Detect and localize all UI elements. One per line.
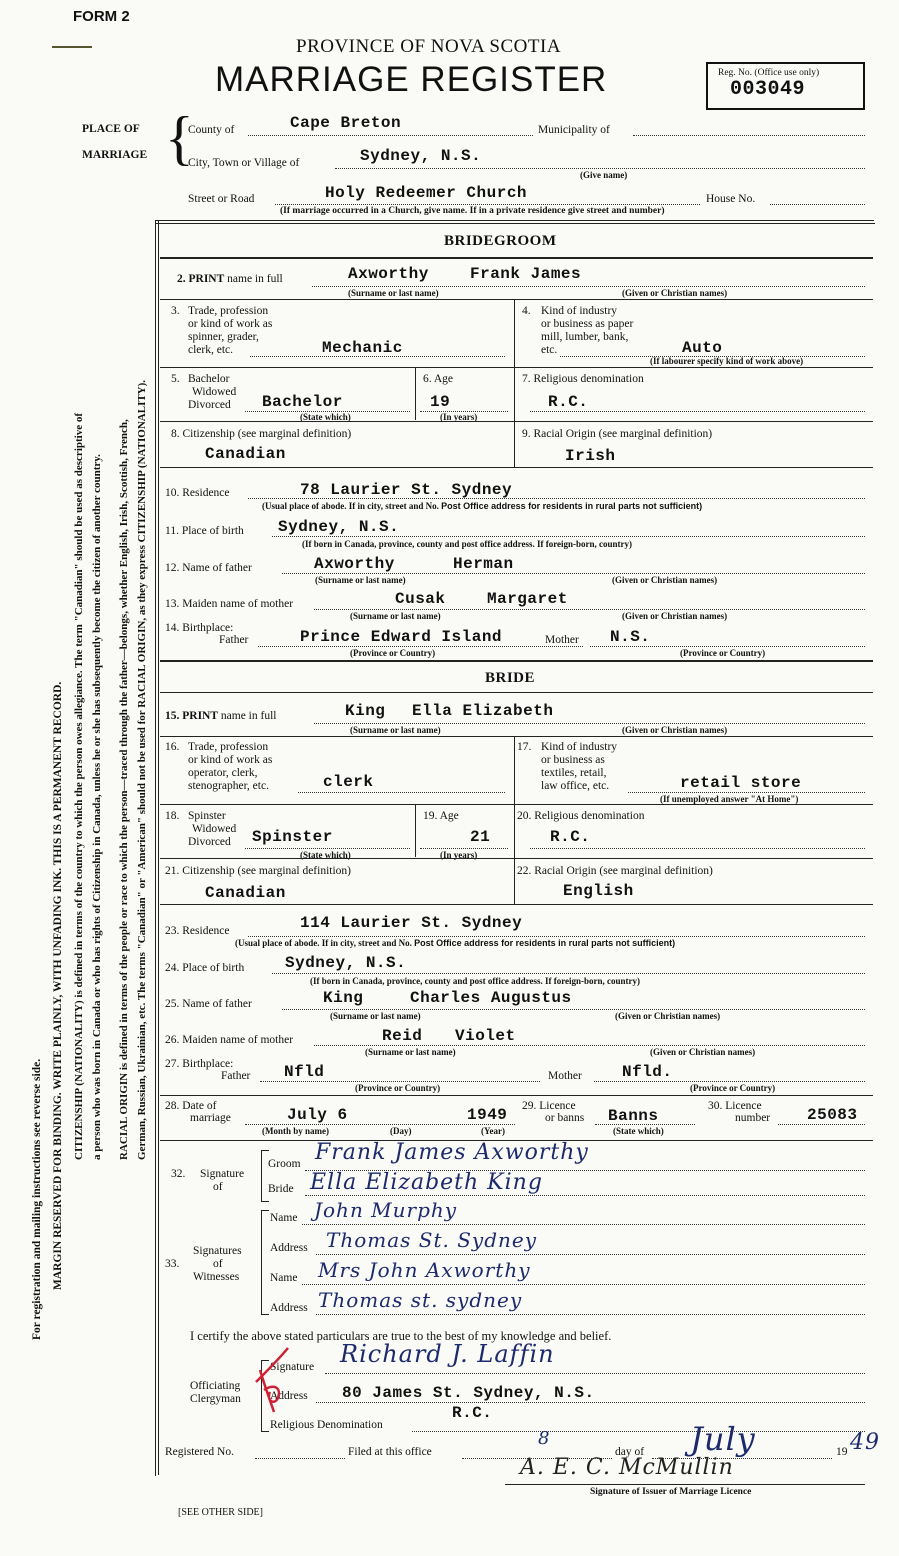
groom-father-given: Herman <box>453 555 514 573</box>
issuer-signature: A. E. C. McMullin <box>520 1455 734 1480</box>
bride-racial-value: English <box>563 882 634 900</box>
marriage-date-label-2: marriage <box>190 1112 231 1124</box>
marriage-date-label-1: 28. Date of <box>165 1100 217 1112</box>
groom-age-value: 19 <box>430 393 451 411</box>
groom-religion-label: 7. Religious denomination <box>522 373 644 385</box>
groom-status-value: Bachelor <box>262 393 343 411</box>
groom-residence-value: 78 Laurier St. Sydney <box>300 481 513 499</box>
give-name-hint: (Give name) <box>580 170 628 180</box>
bride-mother-given-hint: (Given or Christian names) <box>650 1047 756 1057</box>
groom-kind-label-1: Kind of industry <box>541 305 618 317</box>
margin-note-3: CITIZENSHIP (NATIONALITY) is defined in terms of the country to which the person owes allegiance. The term "Canadian" should be used as descriptive of <box>73 412 85 1160</box>
groom-status-hint: (State which) <box>300 412 351 422</box>
marriage-month-hint: (Month by name) <box>262 1126 329 1136</box>
groom-bp-mother-label: Mother <box>545 634 579 646</box>
bride-sig-label: Bride <box>268 1183 294 1195</box>
groom-trade-label-2: or kind of work as <box>188 318 273 330</box>
clergy-address-value: 80 James St. Sydney, N.S. <box>342 1384 595 1402</box>
reg-number-label: Reg. No. (Office use only) <box>718 68 820 78</box>
groom-signature: Frank James Axworthy <box>315 1140 589 1165</box>
bride-name-label: 15. PRINT name in full <box>165 710 277 722</box>
see-other-side: [SEE OTHER SIDE] <box>178 1507 263 1518</box>
w1-name-signature: John Murphy <box>314 1198 458 1222</box>
marriage-label: MARRIAGE <box>82 149 148 161</box>
street-value: Holy Redeemer Church <box>325 184 528 202</box>
bride-citizenship-label: 21. Citizenship (see marginal definition) <box>165 865 351 877</box>
bride-citizenship-value: Canadian <box>205 884 286 902</box>
bride-bp-mother-label: Mother <box>548 1070 582 1082</box>
groom-trade-label-1: Trade, profession <box>188 305 269 317</box>
bride-bp-father-label: Father <box>221 1070 251 1082</box>
groom-birthplace-hint: (If born in Canada, province, county and post office address. If foreign-born, country) <box>302 539 633 549</box>
margin-note-1: For registration and mailing instructions see reverse side. <box>31 1058 43 1340</box>
licence-value: Banns <box>608 1107 659 1125</box>
bride-trade-label-2: or kind of work as <box>188 754 273 766</box>
bride-status-label-3: Divorced <box>188 836 231 848</box>
groom-status-label-1: Bachelor <box>188 373 230 385</box>
clergy-address-label: Address <box>270 1390 308 1402</box>
street-hint: (If marriage occurred in a Church, give name. If in a private residence give street and number) <box>280 206 665 216</box>
groom-age-hint: (In years) <box>440 412 478 422</box>
bride-trade-label-3: operator, clerk, <box>188 767 258 779</box>
bride-age-hint: (In years) <box>440 850 478 860</box>
bride-age-label: 19. Age <box>423 810 459 822</box>
groom-mother-surname-hint: (Surname or last name) <box>350 611 441 621</box>
margin-note-2: MARGIN RESERVED FOR BINDING. WRITE PLAINLY, WITH UNFADING INK. THIS IS A PERMANENT RECORD. <box>52 681 64 1290</box>
bride-status-num: 18. <box>165 810 180 822</box>
bride-birthplace-label: 24. Place of birth <box>165 962 245 974</box>
groom-birthplace-label: 11. Place of birth <box>165 525 244 537</box>
bride-bp-mother-hint: (Province or Country) <box>690 1083 776 1093</box>
groom-mother-surname: Cusak <box>395 590 446 608</box>
groom-mother-label: 13. Maiden name of mother <box>165 598 294 610</box>
margin-note-5: RACIAL ORIGIN is defined in terms of the people or race to which the person—traced through the father—belongs, whether English, Irish, Scottish, French, <box>118 419 130 1160</box>
groom-father-label: 12. Name of father <box>165 562 252 574</box>
bride-residence-hint: (Usual place of abode. If in city, street and No. Post Office address for residents in rural parts not sufficient) <box>235 938 676 948</box>
filed-month: July <box>690 1420 756 1458</box>
groom-bp-father-value: Prince Edward Island <box>300 628 503 646</box>
groom-residence-hint: (Usual place of abode. If in city, street and No. Post Office address for residents in rural parts not sufficient) <box>262 501 703 511</box>
issuer-label: Signature of Issuer of Marriage Licence <box>590 1487 752 1497</box>
certify-text: I certify the above stated particulars are true to the best of my knowledge and belief. <box>190 1329 612 1343</box>
bride-kind-label-3: textiles, retail, <box>541 767 607 779</box>
groom-sig-label: Groom <box>268 1158 301 1170</box>
bride-father-given-hint: (Given or Christian names) <box>615 1011 721 1021</box>
clergy-signature: Richard J. Laffin <box>340 1340 555 1368</box>
groom-status-num: 5. <box>171 373 180 385</box>
groom-racial-label: 9. Racial Origin (see marginal definition) <box>522 428 713 440</box>
bride-residence-value: 114 Laurier St. Sydney <box>300 914 523 932</box>
street-label: Street or Road <box>188 193 255 205</box>
bride-heading: BRIDE <box>485 670 536 686</box>
w2-name-signature: Mrs John Axworthy <box>318 1258 531 1282</box>
sig33-label-2: of <box>213 1258 223 1270</box>
w2-name-label: Name <box>270 1272 298 1284</box>
groom-kind-num: 4. <box>522 305 531 317</box>
groom-age-label: 6. Age <box>423 373 454 385</box>
bride-trade-value: clerk <box>323 773 374 791</box>
bride-bp-father-hint: (Province or Country) <box>355 1083 441 1093</box>
bride-status-hint: (State which) <box>300 850 351 860</box>
officiating-label-1: Officiating <box>190 1380 241 1392</box>
groom-status-label-2: Widowed <box>192 386 237 398</box>
groom-citizenship-label: 8. Citizenship (see marginal definition) <box>171 428 352 440</box>
groom-racial-value: Irish <box>565 447 616 465</box>
groom-trade-label-3: spinner, grader, <box>188 331 259 343</box>
margin-note-6: German, Russian, Ukrainian, etc. The terms "Canadian" or "American" should not be used for RACIAL ORIGIN, as they express CITIZENSHIP (NATIONALITY). <box>136 379 148 1160</box>
bride-racial-label: 22. Racial Origin (see marginal definition) <box>517 865 713 877</box>
groom-religion-value: R.C. <box>548 393 589 411</box>
form-number: FORM 2 <box>73 8 130 25</box>
bride-bp-father-value: Nfld <box>284 1063 325 1081</box>
bride-status-label-2: Widowed <box>192 823 237 835</box>
bride-mother-surname: Reid <box>382 1027 423 1045</box>
marriage-year: 1949 <box>467 1106 508 1124</box>
groom-name-label: 2. PRINT name in full <box>177 273 283 285</box>
w2-address-signature: Thomas st. sydney <box>318 1288 523 1312</box>
groom-trade-num: 3. <box>171 305 180 317</box>
province-heading: PROVINCE OF NOVA SCOTIA <box>296 36 562 57</box>
bride-bp-label: 27. Birthplace: <box>165 1058 234 1070</box>
bride-father-label: 25. Name of father <box>165 998 252 1010</box>
city-label: City, Town or Village of <box>188 157 300 169</box>
groom-surname-hint: (Surname or last name) <box>348 288 439 298</box>
bride-residence-label: 23. Residence <box>165 925 230 937</box>
officiating-label-2: Clergyman <box>190 1393 241 1405</box>
bride-kind-label-2: or business as <box>541 754 605 766</box>
sig32-num: 32. <box>171 1168 186 1180</box>
bride-mother-label: 26. Maiden name of mother <box>165 1034 294 1046</box>
bride-father-given: Charles Augustus <box>410 989 572 1007</box>
groom-trade-value: Mechanic <box>322 339 403 357</box>
groom-given-hint: (Given or Christian names) <box>622 288 728 298</box>
groom-bp-father-label: Father <box>219 634 249 646</box>
licence-number-label-1: 30. Licence <box>708 1100 762 1112</box>
licence-label-1: 29. Licence <box>522 1100 576 1112</box>
groom-bp-mother-value: N.S. <box>610 628 651 646</box>
groom-mother-given: Margaret <box>487 590 568 608</box>
bride-given-hint: (Given or Christian names) <box>622 725 728 735</box>
bride-surname-hint: (Surname or last name) <box>350 725 441 735</box>
margin-note-4: a person who was born in Canada or who has rights of Citizenship in Canada, unless he or she has subsequently become the citizen of another country. <box>91 454 103 1160</box>
filed-label: Filed at this office <box>348 1446 432 1458</box>
groom-bp-label: 14. Birthplace: <box>165 622 234 634</box>
filed-day: 8 <box>538 1428 551 1449</box>
reg-number-box <box>706 62 865 110</box>
groom-kind-label-3: mill, lumber, bank, <box>541 331 629 343</box>
filed-year: 49 <box>850 1430 880 1455</box>
bride-bp-mother-value: Nfld. <box>622 1063 673 1081</box>
groom-father-surname: Axworthy <box>314 555 395 573</box>
bride-status-label-1: Spinster <box>188 810 226 822</box>
sig32-label-1: Signature <box>200 1168 245 1180</box>
clergy-relig-value: R.C. <box>452 1404 493 1422</box>
groom-father-given-hint: (Given or Christian names) <box>612 575 718 585</box>
page-title: MARRIAGE REGISTER <box>215 60 608 99</box>
groom-citizenship-value: Canadian <box>205 445 286 463</box>
year-prefix: 19 <box>836 1446 848 1458</box>
municipality-label: Municipality of <box>538 124 610 136</box>
w1-name-label: Name <box>270 1212 298 1224</box>
bride-father-surname: King <box>323 989 364 1007</box>
groom-kind-hint: (If labourer specify kind of work above) <box>650 356 804 366</box>
marriage-year-hint: (Year) <box>481 1126 505 1136</box>
bride-trade-label-1: Trade, profession <box>188 741 269 753</box>
bride-age-value: 21 <box>470 828 491 846</box>
sig33-label-1: Signatures <box>193 1245 242 1257</box>
bride-mother-surname-hint: (Surname or last name) <box>365 1047 456 1057</box>
groom-residence-label: 10. Residence <box>165 487 230 499</box>
bride-trade-num: 16. <box>165 741 180 753</box>
bride-signature: Ella Elizabeth King <box>310 1170 543 1195</box>
bride-religion-label: 20. Religious denomination <box>517 810 645 822</box>
clergy-sig-label: Signature <box>270 1361 315 1373</box>
marriage-month-day: July 6 <box>287 1106 348 1124</box>
w2-address-label: Address <box>270 1302 308 1314</box>
house-label: House No. <box>706 193 756 205</box>
reg-number-value: 003049 <box>730 78 806 101</box>
groom-kind-label-2: or business as paper <box>541 318 634 330</box>
licence-number-value: 25083 <box>807 1106 858 1124</box>
bride-kind-hint: (If unemployed answer "At Home") <box>660 794 799 804</box>
county-label: County of <box>188 124 235 136</box>
w1-address-label: Address <box>270 1242 308 1254</box>
w1-address-signature: Thomas St. Sydney <box>326 1228 538 1252</box>
bride-surname: King <box>345 702 386 720</box>
groom-kind-value: Auto <box>682 339 723 357</box>
groom-mother-given-hint: (Given or Christian names) <box>622 611 728 621</box>
sig33-num: 33. <box>165 1258 180 1270</box>
licence-label-2: or banns <box>545 1112 585 1124</box>
groom-surname: Axworthy <box>348 265 429 283</box>
county-value: Cape Breton <box>290 114 402 132</box>
clergy-relig-label: Religious Denomination <box>270 1419 383 1431</box>
licence-hint: (State which) <box>613 1126 664 1136</box>
bride-birthplace-value: Sydney, N.S. <box>285 954 407 972</box>
bride-religion-value: R.C. <box>550 828 591 846</box>
groom-kind-label-4: etc. <box>541 344 558 356</box>
red-check-mark <box>248 1340 298 1420</box>
bride-kind-label-4: law office, etc. <box>541 780 610 792</box>
place-brace: { <box>165 105 194 171</box>
place-of-label: PLACE OF <box>82 123 140 135</box>
groom-trade-label-4: clerk, etc. <box>188 344 234 356</box>
sig32-label-2: of <box>213 1181 223 1193</box>
pen-mark <box>52 46 92 48</box>
bride-trade-label-4: stenographer, etc. <box>188 780 269 792</box>
bride-father-surname-hint: (Surname or last name) <box>330 1011 421 1021</box>
bridegroom-heading: BRIDEGROOM <box>444 233 557 249</box>
licence-number-label-2: number <box>735 1112 771 1124</box>
groom-bp-father-hint: (Province or Country) <box>350 648 436 658</box>
groom-given: Frank James <box>470 265 582 283</box>
groom-bp-mother-hint: (Province or Country) <box>680 648 766 658</box>
bride-kind-value: retail store <box>680 774 802 792</box>
bride-birthplace-hint: (If born in Canada, province, county and post office address. If foreign-born, country) <box>310 976 641 986</box>
sig33-label-3: Witnesses <box>193 1271 240 1283</box>
day-of-label: day of <box>615 1446 645 1458</box>
bride-kind-num: 17. <box>517 741 532 753</box>
bride-kind-label-1: Kind of industry <box>541 741 618 753</box>
bride-given: Ella Elizabeth <box>412 702 554 720</box>
bride-mother-given: Violet <box>455 1027 516 1045</box>
groom-father-surname-hint: (Surname or last name) <box>315 575 406 585</box>
groom-birthplace-value: Sydney, N.S. <box>278 518 400 536</box>
marriage-day-hint: (Day) <box>390 1126 412 1136</box>
bride-status-value: Spinster <box>252 828 333 846</box>
groom-status-label-3: Divorced <box>188 399 231 411</box>
registered-no-label: Registered No. <box>165 1446 234 1458</box>
city-value: Sydney, N.S. <box>360 147 482 165</box>
